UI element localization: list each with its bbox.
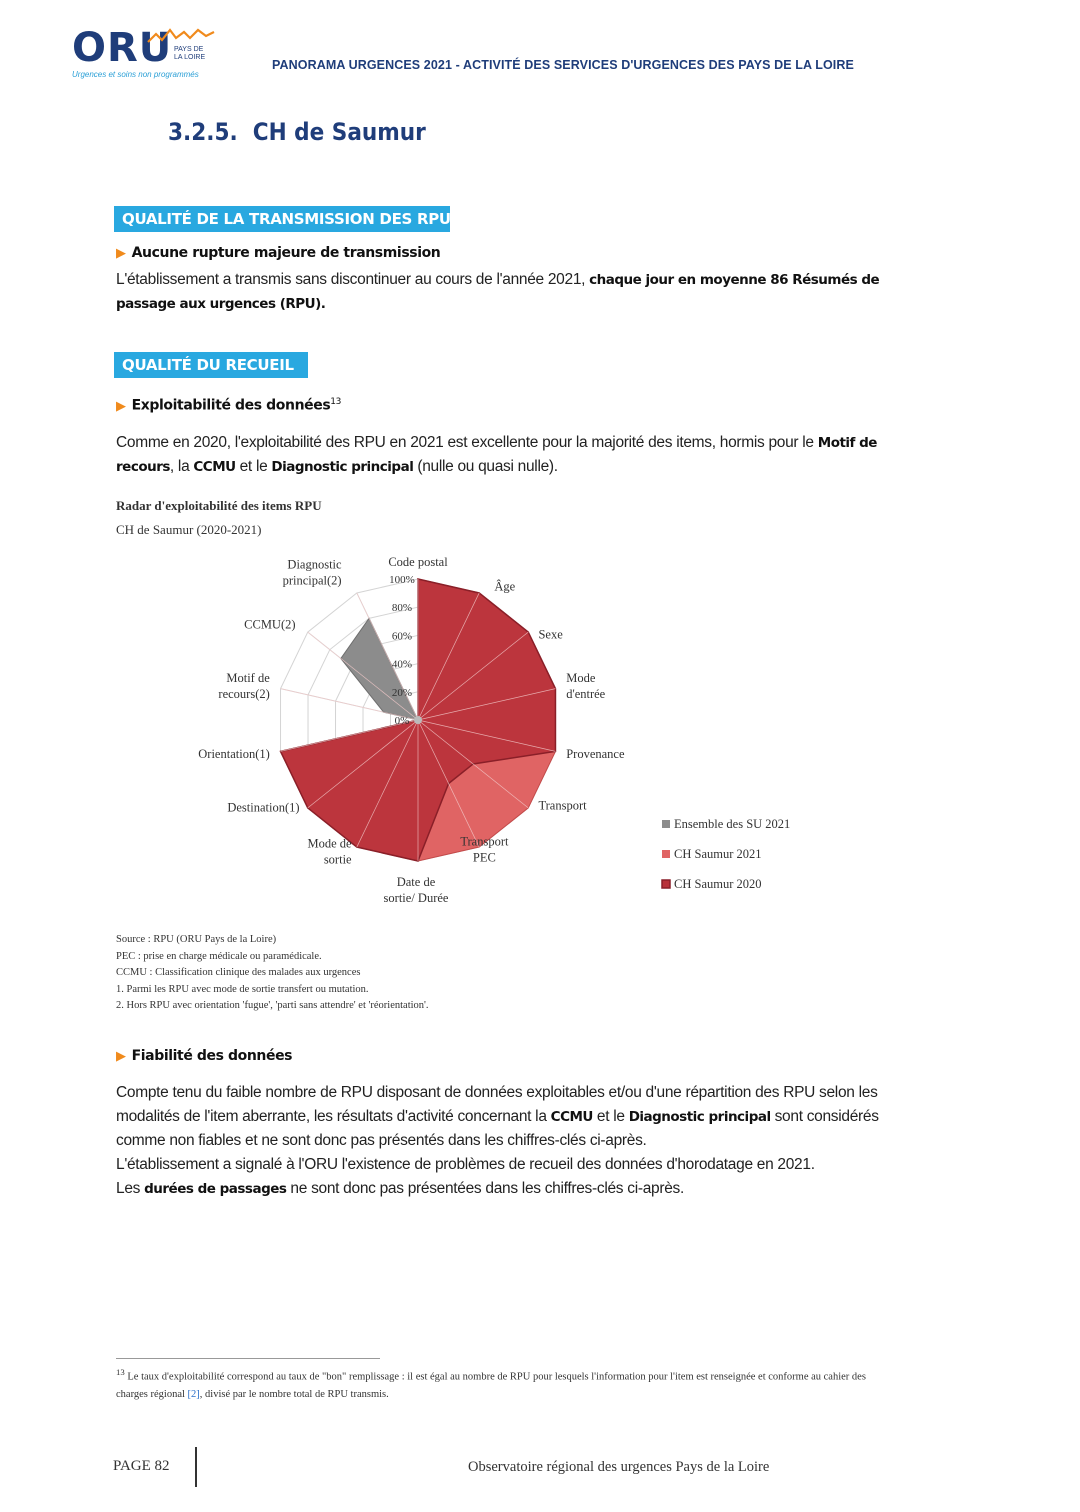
subhead-exploitabilite: ▶ Exploitabilité des données$^{13}$ <box>116 397 341 414</box>
legend-label: CH Saumur 2021 <box>674 847 762 861</box>
radar-axis-label: PEC <box>472 850 496 865</box>
footer-organization: Observatoire régional des urgences Pays de la Loire <box>468 1459 770 1475</box>
radar-tick-label: 100% <box>389 574 415 586</box>
paragraph-transmission: L'établissement a transmis sans discontinuer au cours de l'année 2021, chaque jour en moyenne 86 Résumés de passage aux urgences (RPU). <box>116 271 880 312</box>
radar-axis-label: principal(2) <box>282 573 342 588</box>
section-number: 3.2.5. <box>168 118 238 146</box>
legend-swatch <box>662 820 670 828</box>
paragraph-fiabilite: Compte tenu du faible nombre de RPU disposant de données exploitables et/ou d'une répartition des RPU selon les modalités de l'item aberrante, les résultats d'activité concernant la CCMU et le Diagnostic principal sont considérés comme non fiables et ne sont donc pas présentés dans les chiffres-clés ci-après. L'établissement a signalé à l'ORU l'existence de problèmes de recueil des données d'horodatage en 2021. Les durées de passages ne sont donc pas présentées dans les chiffres-clés ci-après. <box>116 1084 879 1197</box>
section-title <box>168 118 426 146</box>
oru-logo: ORU <box>72 25 173 71</box>
radar-axis-label: d'entrée <box>566 686 606 701</box>
radar-axis-label: Sexe <box>538 627 563 642</box>
section-name: CH de Saumur <box>252 118 426 146</box>
radar-axis-label: Motif de <box>226 670 270 685</box>
chart-note: CCMU : Classification clinique des malades aux urgences <box>116 967 361 978</box>
reference-link[interactable]: [2] <box>187 1388 200 1400</box>
radar-axis-label: Orientation(1) <box>198 747 270 762</box>
radar-axis-label: recours(2) <box>218 686 270 701</box>
band-transmission: QUALITÉ DE LA TRANSMISSION DES RPU <box>114 206 450 232</box>
footnote-separator <box>116 1358 380 1359</box>
legend-label: CH Saumur 2020 <box>674 877 762 891</box>
triangle-bullet-icon: ▶ <box>116 1049 126 1064</box>
radar-chart <box>0 540 1080 920</box>
chart-title: Radar d'exploitabilité des items RPU <box>116 498 322 513</box>
radar-tick-label: 60% <box>391 630 413 643</box>
chart-note: 1. Parmi les RPU avec mode de sortie transfert ou mutation. <box>116 983 369 995</box>
legend-label: Ensemble des SU 2021 <box>674 817 791 831</box>
radar-center <box>414 716 422 724</box>
radar-axis-label: Mode <box>566 670 596 685</box>
radar-axis-label: Mode de <box>307 836 352 851</box>
radar-axis-label: CCMU(2) <box>244 617 296 632</box>
page-number: PAGE 82 <box>113 1458 170 1474</box>
radar-tick-label: 20% <box>391 686 413 699</box>
radar-axis-label: sortie/ Durée <box>383 890 449 905</box>
radar-axis-label: Date de <box>396 874 436 889</box>
chart-subtitle: CH de Saumur (2020-2021) <box>116 522 262 537</box>
radar-axis-label: Transport <box>538 798 587 813</box>
logo-wave-icon <box>146 26 216 48</box>
radar-axis-label: Transport <box>460 834 509 849</box>
radar-tick-label: 80% <box>391 602 413 615</box>
paragraph-exploitabilite: Comme en 2020, l'exploitabilité des RPU en 2021 est excellente pour la majorité des items, hormis pour le Motif de recours, la CCMU et le Diagnostic principal (nulle ou quasi nulle). <box>116 434 877 475</box>
band-recueil: QUALITÉ DU RECUEIL <box>114 352 308 378</box>
radar-tick-label: 40% <box>391 658 413 671</box>
radar-axis-label: Code postal <box>388 555 448 570</box>
legend-swatch <box>662 880 670 888</box>
chart-notes <box>116 932 429 1015</box>
chart-note: PEC : prise en charge médicale ou paramédicale. <box>116 950 322 962</box>
chart-note: 2. Hors RPU avec orientation 'fugue', 'parti sans attendre' et 'réorientation'. <box>116 1000 429 1011</box>
subhead-fiabilite: ▶ Fiabilité des données <box>116 1048 293 1064</box>
chart-note: Source : RPU (ORU Pays de la Loire) <box>116 934 277 945</box>
document-header-title: PANORAMA URGENCES 2021 - ACTIVITÉ DES SERVICES D'URGENCES DES PAYS DE LA LOIRE <box>272 58 854 72</box>
radar-axis-label: Destination(1) <box>227 800 300 815</box>
legend-swatch <box>662 850 670 858</box>
triangle-bullet-icon: ▶ <box>116 398 126 414</box>
radar-axis-label: Diagnostic <box>287 557 342 572</box>
radar-axis-label: Provenance <box>566 747 625 762</box>
triangle-bullet-icon: ▶ <box>116 246 126 261</box>
logo-tagline: Urgences et soins non programmés <box>72 70 199 79</box>
radar-tick-label: 0% <box>394 715 410 727</box>
footnote: $^{13}$ Le taux d'exploitabilité correspond au taux de "bon" remplissage : il est égal au nombre de RPU pour lesquels l'information pour l'item est renseignée et conforme au cahier des charges régional [2], divisé par le nombre total de RPU transmis. <box>116 1367 866 1400</box>
radar-axis-label: sortie <box>323 852 352 867</box>
logo-region: PAYS DE LA LOIRE <box>174 46 206 61</box>
footer-divider <box>195 1447 197 1487</box>
radar-axis-label: Âge <box>494 579 516 594</box>
subhead-transmission: ▶ Aucune rupture majeure de transmission <box>116 245 441 261</box>
